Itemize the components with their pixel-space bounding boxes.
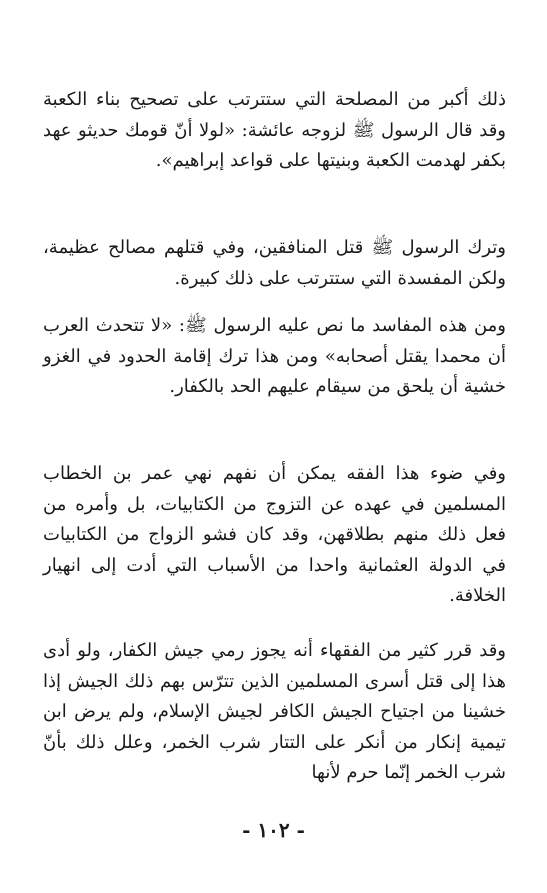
paragraph-1: ذلك أكبر من المصلحة التي ستترتب على تصحيح بناء الكعبة وقد قال الرسول ﷺ لزوجه عائشة: «لولا أنّ قومك حديثو عهد بكفر لهدمت الكعبة وبنيتها على قواعد إبراهيم». [43, 89, 506, 171]
paragraph-5: وقد قرر كثير من الفقهاء أنه يجوز رمي جيش الكفار، ولو أدى هذا إلى قتل أسرى المسلمين الذين تترّس بهم ذلك الجيش إذا خشينا من اجتياح الجيش الكافر لجيش الإسلام، ولم يرض ابن تيمية إنكار من أنكر على التتار شرب الخمر، وعلل ذلك بأنّ شرب الخمر إنّما حرم لأنها [43, 640, 506, 783]
paragraph-3: ومن هذه المفاسد ما نص عليه الرسول ﷺ: «لا تتحدث العرب أن محمدا يقتل أصحابه» ومن هذا ترك إقامة الحدود في الغزو خشية أن يلحق من سيقام عليهم الحد بالكفار. [43, 315, 506, 397]
paragraph-4: وفي ضوء هذا الفقه يمكن أن نفهم نهي عمر بن الخطاب المسلمين في عهده عن التزوج من الكتابيات، بل وأمره من فعل ذلك منهم بطلاقهن، وقد كان فشو الزواج من الكتابيات في الدولة العثمانية واحدا من الأسباب التي أدت إلى انهيار الخلافة. [43, 463, 506, 606]
paragraph-2: وترك الرسول ﷺ قتل المنافقين، وفي قتلهم مصالح عظيمة، ولكن المفسدة التي ستترتب على ذلك كبيرة. [43, 237, 506, 289]
page-number: - ١٠٢ - [242, 818, 305, 842]
